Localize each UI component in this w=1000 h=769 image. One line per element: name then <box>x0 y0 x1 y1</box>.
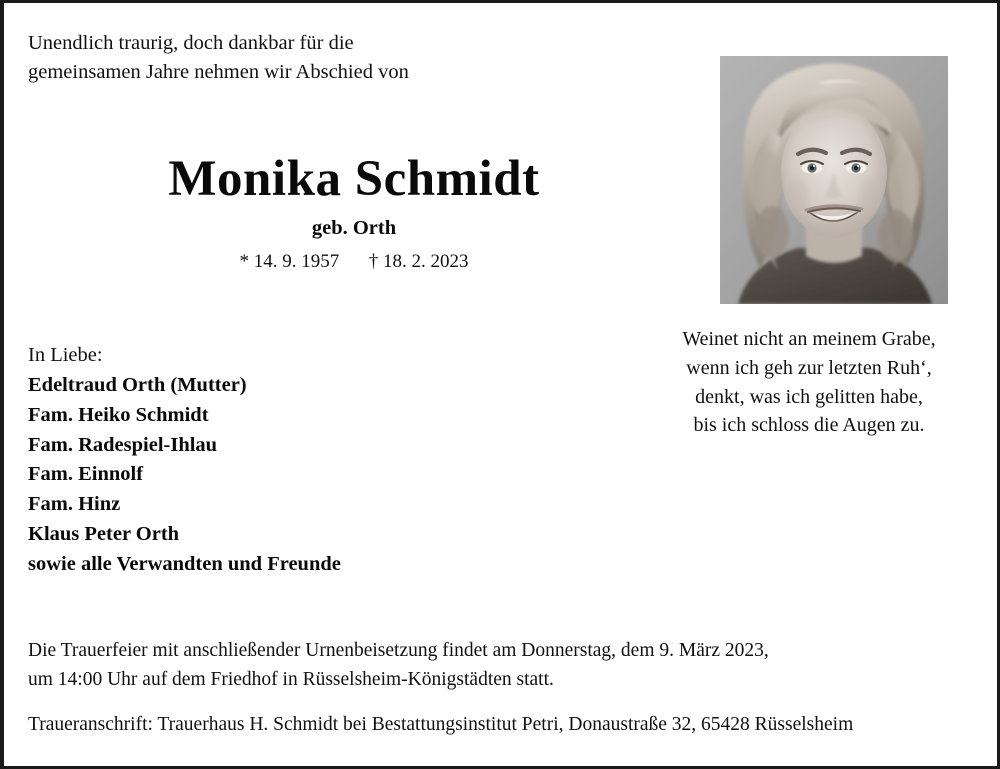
list-item: sowie alle Verwandten und Freunde <box>28 553 341 576</box>
intro-line-2: gemeinsamen Jahre nehmen wir Abschied von <box>28 61 409 84</box>
intro-line-1: Unendlich traurig, doch dankbar für die <box>28 32 354 54</box>
life-dates <box>24 251 684 273</box>
portrait-illustration <box>720 56 948 304</box>
birth-date: 14. 9. 1957 <box>253 250 340 272</box>
list-item: Fam. Einnolf <box>28 463 144 486</box>
list-item: Fam. Radespiel-Ihlau <box>28 433 218 456</box>
mourners-list <box>28 341 548 580</box>
maiden-name: geb. Orth <box>311 216 397 239</box>
verse-line-2: wenn ich geh zur letzten Ruh‘, <box>686 356 932 379</box>
birth-symbol: * <box>239 250 249 272</box>
list-item: Fam. Heiko Schmidt <box>28 403 209 426</box>
condolence-address: Traueranschrift: Trauerhaus H. Schmidt bei Bestattungsinstitut Petri, Donaustraße 32, 65428 Rüsselsheim <box>28 714 854 735</box>
list-item: Edeltraud Orth (Mutter) <box>28 373 247 396</box>
verse-line-1: Weinet nicht an meinem Grabe, <box>682 328 936 350</box>
verse-line-4: bis ich schloss die Augen zu. <box>693 414 925 437</box>
mourners-intro: In Liebe: <box>28 344 103 366</box>
deceased-name: Monika Schmidt <box>168 151 540 207</box>
verse-line-3: denkt, was ich gelitten habe, <box>695 385 923 408</box>
intro-text <box>28 29 548 87</box>
death-symbol: † <box>368 250 379 272</box>
list-item: Fam. Hinz <box>28 493 121 516</box>
service-details <box>28 637 978 695</box>
service-line-2: um 14:00 Uhr auf dem Friedhof in Rüsselsheim-Königstädten statt. <box>28 668 554 690</box>
service-line-1: Die Trauerfeier mit anschließender Urnenbeisetzung findet am Donnerstag, dem 9. März 2023, <box>28 640 769 661</box>
portrait-photo <box>720 56 948 304</box>
name-block <box>24 153 684 273</box>
list-item: Klaus Peter Orth <box>28 523 180 546</box>
memorial-verse <box>644 325 974 440</box>
death-date: 18. 2. 2023 <box>383 250 469 272</box>
